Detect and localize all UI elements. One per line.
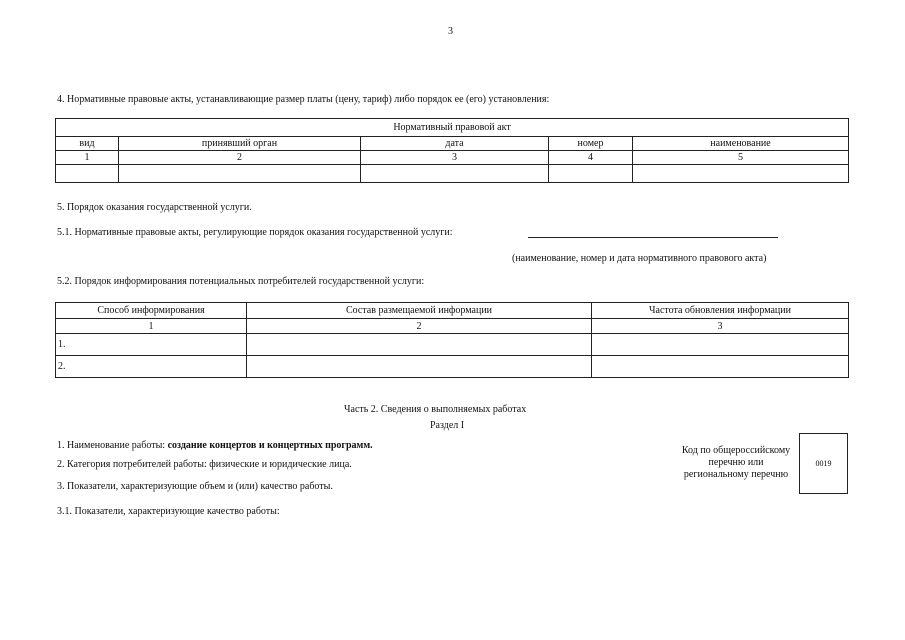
- informing-table: [55, 302, 849, 378]
- col-header-content: Состав размещаемой информации: [247, 303, 592, 319]
- item1-value: создание концертов и концертных программ.: [167, 440, 373, 451]
- empty-cell: [247, 356, 592, 378]
- empty-cell: [592, 356, 849, 378]
- part2-item3: 3. Показатели, характеризующие объем и (или) качество работы.: [57, 481, 333, 492]
- col-number-cell: 4: [549, 151, 633, 165]
- table-row-label: 2.: [56, 356, 247, 378]
- col-number-cell: 1: [56, 151, 119, 165]
- code-label-line: региональному перечню: [683, 469, 789, 480]
- col-header-number: номер: [549, 137, 633, 151]
- col-header-name: наименование: [633, 137, 849, 151]
- col-header-method: Способ информирования: [56, 303, 247, 319]
- code-label: [672, 445, 800, 481]
- col-number-cell: 2: [247, 319, 592, 334]
- section51-caption: (наименование, номер и дата нормативного правового акта): [512, 253, 767, 264]
- code-box: [799, 433, 848, 494]
- empty-cell: [633, 165, 849, 183]
- section5-heading: 5. Порядок оказания государственной услуги.: [57, 202, 252, 213]
- col-number-cell: 5: [633, 151, 849, 165]
- table-row-label: 1.: [56, 334, 247, 356]
- section52-text: 5.2. Порядок информирования потенциальных потребителей государственной услуги:: [57, 276, 425, 287]
- empty-cell: [119, 165, 361, 183]
- part2-section: Раздел I: [430, 420, 465, 431]
- col-number-cell: 3: [592, 319, 849, 334]
- col-number-cell: 1: [56, 319, 247, 334]
- section4-heading: 4. Нормативные правовые акты, устанавливающие размер платы (цену, тариф) либо порядок ее (его) установления:: [57, 94, 550, 105]
- code-value: 0019: [815, 459, 832, 468]
- part2-item2: 2. Категория потребителей работы: физические и юридические лица.: [57, 459, 352, 470]
- table-title-cell: Нормативный правовой акт: [56, 119, 849, 137]
- empty-cell: [361, 165, 549, 183]
- col-header-date: дата: [361, 137, 549, 151]
- fill-in-line: [528, 237, 778, 238]
- col-header-organ: принявший орган: [119, 137, 361, 151]
- code-label-line: перечню или: [708, 457, 764, 468]
- col-header-frequency: Частота обновления информации: [592, 303, 849, 319]
- empty-cell: [592, 334, 849, 356]
- part2-title: Часть 2. Сведения о выполняемых работах: [344, 404, 527, 415]
- col-number-cell: 2: [119, 151, 361, 165]
- empty-cell: [549, 165, 633, 183]
- empty-cell: [56, 165, 119, 183]
- section51-text: 5.1. Нормативные правовые акты, регулирующие порядок оказания государственной услуги:: [57, 227, 453, 238]
- normative-acts-table: [55, 118, 849, 183]
- page-number: 3: [448, 26, 453, 37]
- col-number-cell: 3: [361, 151, 549, 165]
- item1-label: 1. Наименование работы:: [57, 440, 168, 451]
- code-label-line: Код по общероссийскому: [681, 445, 791, 456]
- part2-item1: [57, 440, 373, 452]
- part2-item31: 3.1. Показатели, характеризующие качество работы:: [57, 506, 280, 517]
- col-header-vid: вид: [56, 137, 119, 151]
- empty-cell: [247, 334, 592, 356]
